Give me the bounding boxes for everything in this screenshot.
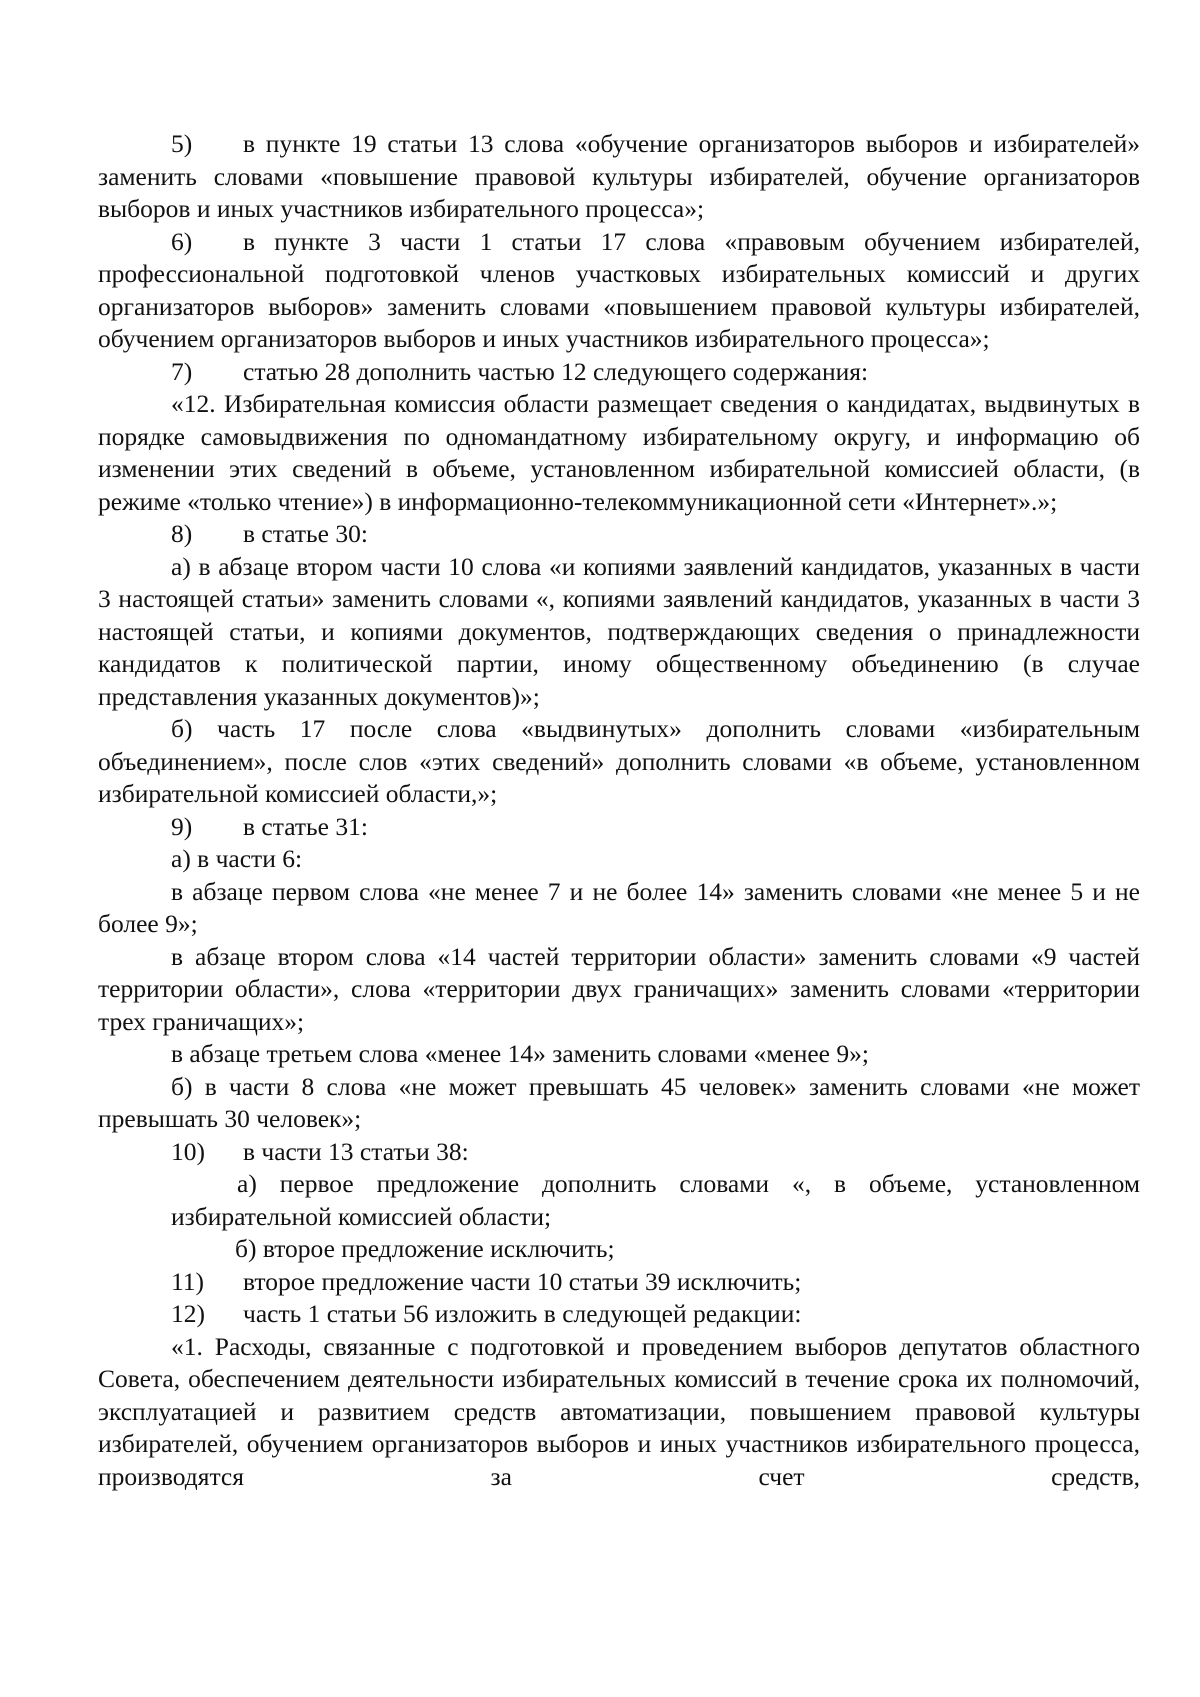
- item-number: 6): [171, 226, 193, 256]
- paragraph-item-8: [98, 518, 1140, 551]
- paragraph-item-8a: [98, 551, 1140, 714]
- paragraph-text: второе предложение части 10 статьи 39 исключить;: [243, 1266, 802, 1296]
- document-page: [98, 128, 1140, 1493]
- paragraph-text: а) в части 6:: [171, 844, 303, 873]
- paragraph-quote-1: [98, 1331, 1140, 1494]
- paragraph-text: в статье 30:: [243, 519, 368, 548]
- paragraph-item-10b: [98, 1233, 1140, 1266]
- paragraph-text: в пункте 19 статьи 13 слова «обучение организаторов выборов и избирателей» заменить словами «повышение правовой культуры избирателей, обучение организаторов выборов и иных участников избирательного процесса»;: [98, 129, 1140, 223]
- paragraph-text: в абзаце первом слова «не менее 7 и не более 14» заменить словами «не менее 5 и не более 9»;: [98, 876, 1140, 938]
- paragraph-text: в абзаце третьем слова «менее 14» заменить словами «менее 9»;: [171, 1039, 869, 1068]
- item-number: 9): [171, 811, 193, 841]
- paragraph-item-11: [98, 1266, 1140, 1299]
- item-number: 12): [171, 1299, 205, 1328]
- paragraph-item-9a-3: [98, 1038, 1140, 1071]
- paragraph-item-9a-2: [98, 941, 1140, 1039]
- paragraph-item-7: [98, 356, 1140, 389]
- paragraph-text: а) в абзаце втором части 10 слова «и копиями заявлений кандидатов, указанных в части 3 настоящей статьи» заменить словами «, копиями заявлений кандидатов, указанных в части 3 настоящей статьи, и копиями документов, подтверждающих сведения о принадлежности кандидатов к политической партии, иному общественному объединению (в случае представления указанных документов)»;: [98, 551, 1140, 711]
- paragraph-text: б) второе предложение исключить;: [235, 1234, 615, 1263]
- paragraph-text: в статье 31:: [243, 811, 368, 841]
- paragraph-item-10a: [171, 1168, 1140, 1233]
- paragraph-item-9a: [98, 843, 1140, 876]
- paragraph-text: а) первое предложение дополнить словами «, в объеме, установленном избирательной комиссией области;: [171, 1169, 1140, 1231]
- paragraph-text: б) в части 8 слова «не может превышать 45 человек» заменить словами «не может превышать 30 человек»;: [98, 1071, 1140, 1133]
- paragraph-text: статью 28 дополнить частью 12 следующего содержания:: [243, 356, 869, 386]
- paragraph-item-8b: [98, 713, 1140, 811]
- paragraph-text: «1. Расходы, связанные с подготовкой и проведением выборов депутатов областного Совета, обеспечением деятельности избирательных комиссий в течение срока их полномочий, эксплуатацией и развитием средств автоматизации, повышением правовой культуры избирателей, обучением организаторов выборов и иных участников избирательного процесса, производятся за счет средств,: [98, 1331, 1140, 1491]
- paragraph-item-6: [98, 226, 1140, 356]
- item-number: 7): [171, 356, 193, 386]
- paragraph-item-9: [98, 811, 1140, 844]
- paragraph-item-9a-1: [98, 876, 1140, 941]
- item-number: 11): [171, 1266, 205, 1296]
- item-number: 5): [171, 129, 193, 158]
- paragraph-text: «12. Избирательная комиссия области размещает сведения о кандидатах, выдвинутых в порядке самовыдвижения по одномандатному избирательному округу, и информацию об изменении этих сведений в объеме, установленном избирательной комиссией области, (в режиме «только чтение») в информационно-телекоммуникационной сети «Интернет».»;: [98, 389, 1140, 516]
- item-number: 10): [171, 1136, 205, 1166]
- paragraph-text: в части 13 статьи 38:: [243, 1136, 469, 1166]
- paragraph-item-9b: [98, 1071, 1140, 1136]
- paragraph-text: часть 1 статьи 56 изложить в следующей редакции:: [243, 1299, 802, 1328]
- paragraph-quote-12: [98, 388, 1140, 518]
- paragraph-item-10: [98, 1136, 1140, 1169]
- item-number: 8): [171, 519, 193, 548]
- paragraph-item-5: [98, 128, 1140, 226]
- paragraph-text: в абзаце втором слова «14 частей территории области» заменить словами «9 частей территории области», слова «территории двух граничащих» заменить словами «территории трех граничащих»;: [98, 941, 1140, 1036]
- paragraph-text: б) часть 17 после слова «выдвинутых» дополнить словами «избирательным объединением», после слов «этих сведений» дополнить словами «в объеме, установленном избирательной комиссией области,»;: [98, 714, 1140, 808]
- paragraph-text: в пункте 3 части 1 статьи 17 слова «правовым обучением избирателей, профессиональной подготовкой членов участковых избирательных комиссий и других организаторов выборов» заменить словами «повышением правовой культуры избирателей, обучением организаторов выборов и иных участников избирательного процесса»;: [98, 226, 1140, 353]
- paragraph-item-12: [98, 1298, 1140, 1331]
